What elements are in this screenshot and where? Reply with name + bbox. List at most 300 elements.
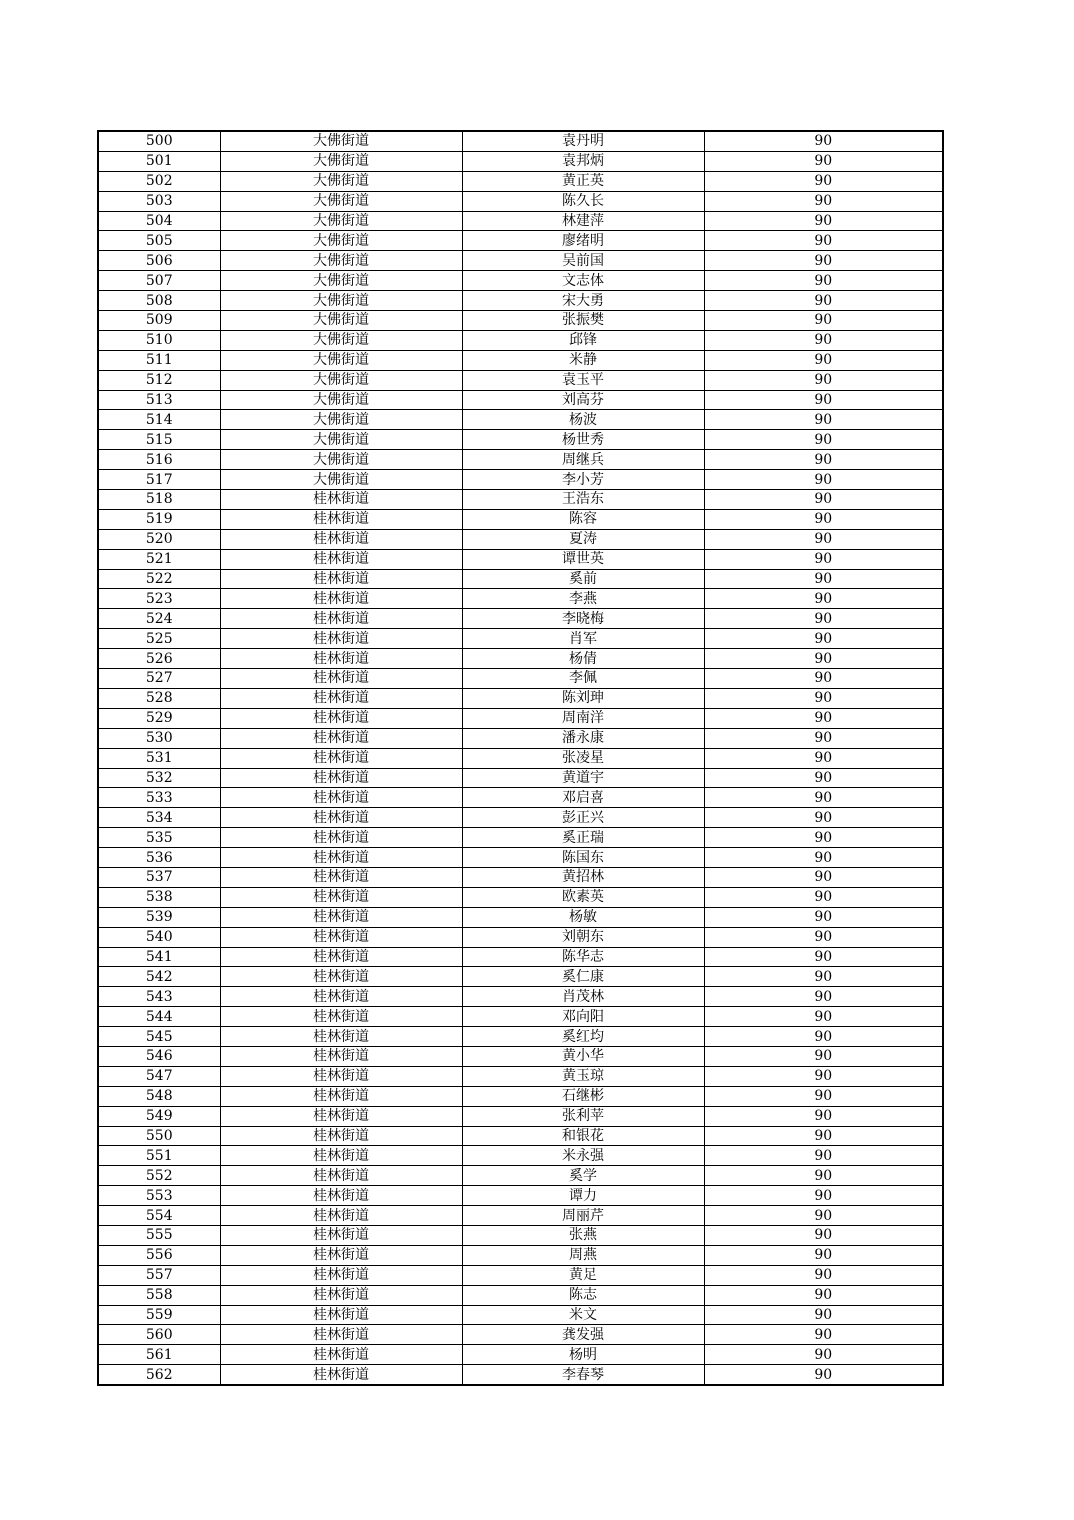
name-cell: 谭世英 bbox=[462, 549, 704, 569]
table-row bbox=[99, 529, 942, 549]
score-cell: 90 bbox=[704, 350, 942, 370]
table-row bbox=[99, 311, 942, 331]
score-cell: 90 bbox=[704, 788, 942, 808]
street-cell: 大佛街道 bbox=[220, 410, 462, 430]
street-cell: 大佛街道 bbox=[220, 191, 462, 211]
row-number-cell: 535 bbox=[99, 828, 220, 848]
name-cell: 龚发强 bbox=[462, 1325, 704, 1345]
row-number-cell: 560 bbox=[99, 1325, 220, 1345]
table-row bbox=[99, 231, 942, 251]
score-cell: 90 bbox=[704, 1285, 942, 1305]
row-number-cell: 526 bbox=[99, 649, 220, 669]
street-cell: 桂林街道 bbox=[220, 848, 462, 868]
table-row bbox=[99, 430, 942, 450]
score-cell: 90 bbox=[704, 848, 942, 868]
table-row bbox=[99, 1285, 942, 1305]
name-cell: 米静 bbox=[462, 350, 704, 370]
row-number-cell: 558 bbox=[99, 1285, 220, 1305]
street-cell: 大佛街道 bbox=[220, 470, 462, 490]
table-row bbox=[99, 788, 942, 808]
street-cell: 桂林街道 bbox=[220, 867, 462, 887]
score-cell: 90 bbox=[704, 151, 942, 171]
score-cell: 90 bbox=[704, 1265, 942, 1285]
street-cell: 桂林街道 bbox=[220, 1146, 462, 1166]
street-cell: 桂林街道 bbox=[220, 947, 462, 967]
score-cell: 90 bbox=[704, 987, 942, 1007]
name-cell: 欧素英 bbox=[462, 887, 704, 907]
name-cell: 陈国东 bbox=[462, 848, 704, 868]
street-cell: 桂林街道 bbox=[220, 1106, 462, 1126]
score-cell: 90 bbox=[704, 589, 942, 609]
street-cell: 桂林街道 bbox=[220, 589, 462, 609]
score-cell: 90 bbox=[704, 808, 942, 828]
score-cell: 90 bbox=[704, 688, 942, 708]
table-row bbox=[99, 191, 942, 211]
row-number-cell: 503 bbox=[99, 191, 220, 211]
row-number-cell: 519 bbox=[99, 509, 220, 529]
name-cell: 周丽芹 bbox=[462, 1206, 704, 1226]
row-number-cell: 506 bbox=[99, 251, 220, 271]
name-cell: 奚前 bbox=[462, 569, 704, 589]
street-cell: 桂林街道 bbox=[220, 987, 462, 1007]
table-row bbox=[99, 509, 942, 529]
score-cell: 90 bbox=[704, 330, 942, 350]
score-cell: 90 bbox=[704, 171, 942, 191]
row-number-cell: 505 bbox=[99, 231, 220, 251]
score-cell: 90 bbox=[704, 629, 942, 649]
street-cell: 桂林街道 bbox=[220, 927, 462, 947]
table-row bbox=[99, 330, 942, 350]
score-cell: 90 bbox=[704, 1245, 942, 1265]
name-cell: 张利苹 bbox=[462, 1106, 704, 1126]
street-cell: 大佛街道 bbox=[220, 171, 462, 191]
row-number-cell: 507 bbox=[99, 271, 220, 291]
score-cell: 90 bbox=[704, 1325, 942, 1345]
score-cell: 90 bbox=[704, 728, 942, 748]
street-cell: 大佛街道 bbox=[220, 450, 462, 470]
row-number-cell: 533 bbox=[99, 788, 220, 808]
name-cell: 林建萍 bbox=[462, 211, 704, 231]
row-number-cell: 545 bbox=[99, 1027, 220, 1047]
table-row bbox=[99, 1365, 942, 1384]
row-number-cell: 530 bbox=[99, 728, 220, 748]
name-cell: 黄足 bbox=[462, 1265, 704, 1285]
row-number-cell: 514 bbox=[99, 410, 220, 430]
row-number-cell: 541 bbox=[99, 947, 220, 967]
score-cell: 90 bbox=[704, 1146, 942, 1166]
data-table bbox=[99, 132, 942, 1384]
row-number-cell: 512 bbox=[99, 370, 220, 390]
name-cell: 李燕 bbox=[462, 589, 704, 609]
score-cell: 90 bbox=[704, 529, 942, 549]
street-cell: 桂林街道 bbox=[220, 688, 462, 708]
score-cell: 90 bbox=[704, 1027, 942, 1047]
table-row bbox=[99, 887, 942, 907]
score-cell: 90 bbox=[704, 132, 942, 151]
score-cell: 90 bbox=[704, 211, 942, 231]
table-row bbox=[99, 1066, 942, 1086]
score-cell: 90 bbox=[704, 1007, 942, 1027]
name-cell: 陈久长 bbox=[462, 191, 704, 211]
table-row bbox=[99, 609, 942, 629]
row-number-cell: 561 bbox=[99, 1345, 220, 1365]
name-cell: 黄小华 bbox=[462, 1046, 704, 1066]
name-cell: 奚红均 bbox=[462, 1027, 704, 1047]
name-cell: 李佩 bbox=[462, 669, 704, 689]
row-number-cell: 520 bbox=[99, 529, 220, 549]
table-row bbox=[99, 728, 942, 748]
street-cell: 桂林街道 bbox=[220, 788, 462, 808]
score-cell: 90 bbox=[704, 470, 942, 490]
table-row bbox=[99, 967, 942, 987]
name-cell: 李晓梅 bbox=[462, 609, 704, 629]
name-cell: 奚正瑞 bbox=[462, 828, 704, 848]
table-row bbox=[99, 1186, 942, 1206]
score-cell: 90 bbox=[704, 490, 942, 510]
table-row bbox=[99, 867, 942, 887]
table-body bbox=[99, 132, 942, 1384]
score-cell: 90 bbox=[704, 231, 942, 251]
score-cell: 90 bbox=[704, 549, 942, 569]
name-cell: 周燕 bbox=[462, 1245, 704, 1265]
name-cell: 王浩东 bbox=[462, 490, 704, 510]
street-cell: 桂林街道 bbox=[220, 490, 462, 510]
score-cell: 90 bbox=[704, 509, 942, 529]
row-number-cell: 518 bbox=[99, 490, 220, 510]
row-number-cell: 557 bbox=[99, 1265, 220, 1285]
table-row bbox=[99, 350, 942, 370]
table-row bbox=[99, 569, 942, 589]
table-row bbox=[99, 828, 942, 848]
street-cell: 桂林街道 bbox=[220, 1066, 462, 1086]
street-cell: 大佛街道 bbox=[220, 390, 462, 410]
row-number-cell: 550 bbox=[99, 1126, 220, 1146]
table-row bbox=[99, 470, 942, 490]
table-row bbox=[99, 271, 942, 291]
street-cell: 桂林街道 bbox=[220, 569, 462, 589]
score-cell: 90 bbox=[704, 867, 942, 887]
row-number-cell: 538 bbox=[99, 887, 220, 907]
table-row bbox=[99, 171, 942, 191]
row-number-cell: 548 bbox=[99, 1086, 220, 1106]
street-cell: 桂林街道 bbox=[220, 768, 462, 788]
name-cell: 黄正英 bbox=[462, 171, 704, 191]
street-cell: 桂林街道 bbox=[220, 828, 462, 848]
table-row bbox=[99, 549, 942, 569]
street-cell: 桂林街道 bbox=[220, 887, 462, 907]
score-cell: 90 bbox=[704, 370, 942, 390]
name-cell: 张凌星 bbox=[462, 748, 704, 768]
data-table-frame bbox=[97, 130, 944, 1386]
row-number-cell: 523 bbox=[99, 589, 220, 609]
name-cell: 袁玉平 bbox=[462, 370, 704, 390]
street-cell: 桂林街道 bbox=[220, 728, 462, 748]
name-cell: 陈刘珅 bbox=[462, 688, 704, 708]
row-number-cell: 553 bbox=[99, 1186, 220, 1206]
score-cell: 90 bbox=[704, 708, 942, 728]
table-row bbox=[99, 1027, 942, 1047]
name-cell: 杨波 bbox=[462, 410, 704, 430]
street-cell: 桂林街道 bbox=[220, 1166, 462, 1186]
street-cell: 桂林街道 bbox=[220, 549, 462, 569]
row-number-cell: 500 bbox=[99, 132, 220, 151]
street-cell: 大佛街道 bbox=[220, 350, 462, 370]
street-cell: 大佛街道 bbox=[220, 251, 462, 271]
row-number-cell: 501 bbox=[99, 151, 220, 171]
score-cell: 90 bbox=[704, 947, 942, 967]
score-cell: 90 bbox=[704, 271, 942, 291]
street-cell: 桂林街道 bbox=[220, 1007, 462, 1027]
score-cell: 90 bbox=[704, 1166, 942, 1186]
score-cell: 90 bbox=[704, 609, 942, 629]
name-cell: 邓启喜 bbox=[462, 788, 704, 808]
table-row bbox=[99, 688, 942, 708]
score-cell: 90 bbox=[704, 1186, 942, 1206]
street-cell: 桂林街道 bbox=[220, 748, 462, 768]
score-cell: 90 bbox=[704, 887, 942, 907]
row-number-cell: 529 bbox=[99, 708, 220, 728]
score-cell: 90 bbox=[704, 1345, 942, 1365]
table-row bbox=[99, 649, 942, 669]
row-number-cell: 502 bbox=[99, 171, 220, 191]
score-cell: 90 bbox=[704, 251, 942, 271]
row-number-cell: 556 bbox=[99, 1245, 220, 1265]
name-cell: 文志体 bbox=[462, 271, 704, 291]
street-cell: 桂林街道 bbox=[220, 1325, 462, 1345]
score-cell: 90 bbox=[704, 430, 942, 450]
row-number-cell: 524 bbox=[99, 609, 220, 629]
street-cell: 桂林街道 bbox=[220, 629, 462, 649]
name-cell: 李小芳 bbox=[462, 470, 704, 490]
score-cell: 90 bbox=[704, 1225, 942, 1245]
table-row bbox=[99, 1146, 942, 1166]
row-number-cell: 516 bbox=[99, 450, 220, 470]
table-row bbox=[99, 490, 942, 510]
name-cell: 周南洋 bbox=[462, 708, 704, 728]
table-row bbox=[99, 1325, 942, 1345]
row-number-cell: 515 bbox=[99, 430, 220, 450]
name-cell: 奚仁康 bbox=[462, 967, 704, 987]
street-cell: 桂林街道 bbox=[220, 1365, 462, 1384]
row-number-cell: 549 bbox=[99, 1106, 220, 1126]
score-cell: 90 bbox=[704, 768, 942, 788]
row-number-cell: 521 bbox=[99, 549, 220, 569]
row-number-cell: 540 bbox=[99, 927, 220, 947]
street-cell: 大佛街道 bbox=[220, 151, 462, 171]
table-row bbox=[99, 708, 942, 728]
table-row bbox=[99, 132, 942, 151]
score-cell: 90 bbox=[704, 1305, 942, 1325]
table-row bbox=[99, 907, 942, 927]
score-cell: 90 bbox=[704, 927, 942, 947]
score-cell: 90 bbox=[704, 291, 942, 311]
score-cell: 90 bbox=[704, 669, 942, 689]
row-number-cell: 522 bbox=[99, 569, 220, 589]
name-cell: 杨世秀 bbox=[462, 430, 704, 450]
table-row bbox=[99, 1086, 942, 1106]
table-row bbox=[99, 251, 942, 271]
table-row bbox=[99, 410, 942, 430]
name-cell: 周继兵 bbox=[462, 450, 704, 470]
table-row bbox=[99, 1345, 942, 1365]
row-number-cell: 528 bbox=[99, 688, 220, 708]
row-number-cell: 508 bbox=[99, 291, 220, 311]
name-cell: 陈华志 bbox=[462, 947, 704, 967]
name-cell: 吴前国 bbox=[462, 251, 704, 271]
score-cell: 90 bbox=[704, 450, 942, 470]
table-row bbox=[99, 1046, 942, 1066]
street-cell: 大佛街道 bbox=[220, 231, 462, 251]
row-number-cell: 534 bbox=[99, 808, 220, 828]
table-row bbox=[99, 390, 942, 410]
name-cell: 邱锋 bbox=[462, 330, 704, 350]
row-number-cell: 510 bbox=[99, 330, 220, 350]
row-number-cell: 537 bbox=[99, 867, 220, 887]
score-cell: 90 bbox=[704, 1126, 942, 1146]
name-cell: 和银花 bbox=[462, 1126, 704, 1146]
name-cell: 潘永康 bbox=[462, 728, 704, 748]
name-cell: 米文 bbox=[462, 1305, 704, 1325]
street-cell: 桂林街道 bbox=[220, 1245, 462, 1265]
score-cell: 90 bbox=[704, 1066, 942, 1086]
row-number-cell: 536 bbox=[99, 848, 220, 868]
name-cell: 袁丹明 bbox=[462, 132, 704, 151]
row-number-cell: 555 bbox=[99, 1225, 220, 1245]
street-cell: 桂林街道 bbox=[220, 529, 462, 549]
street-cell: 桂林街道 bbox=[220, 1206, 462, 1226]
street-cell: 桂林街道 bbox=[220, 1046, 462, 1066]
row-number-cell: 552 bbox=[99, 1166, 220, 1186]
table-row bbox=[99, 927, 942, 947]
table-row bbox=[99, 211, 942, 231]
score-cell: 90 bbox=[704, 1086, 942, 1106]
name-cell: 黄招林 bbox=[462, 867, 704, 887]
table-row bbox=[99, 1305, 942, 1325]
name-cell: 谭力 bbox=[462, 1186, 704, 1206]
score-cell: 90 bbox=[704, 311, 942, 331]
row-number-cell: 543 bbox=[99, 987, 220, 1007]
row-number-cell: 513 bbox=[99, 390, 220, 410]
table-row bbox=[99, 947, 942, 967]
name-cell: 奚学 bbox=[462, 1166, 704, 1186]
name-cell: 邓向阳 bbox=[462, 1007, 704, 1027]
table-row bbox=[99, 848, 942, 868]
table-row bbox=[99, 1106, 942, 1126]
street-cell: 大佛街道 bbox=[220, 291, 462, 311]
name-cell: 陈容 bbox=[462, 509, 704, 529]
row-number-cell: 509 bbox=[99, 311, 220, 331]
table-row bbox=[99, 450, 942, 470]
table-row bbox=[99, 291, 942, 311]
name-cell: 李春琴 bbox=[462, 1365, 704, 1384]
table-row bbox=[99, 1225, 942, 1245]
table-row bbox=[99, 370, 942, 390]
name-cell: 刘朝东 bbox=[462, 927, 704, 947]
street-cell: 大佛街道 bbox=[220, 370, 462, 390]
table-row bbox=[99, 1007, 942, 1027]
name-cell: 廖绪明 bbox=[462, 231, 704, 251]
row-number-cell: 532 bbox=[99, 768, 220, 788]
street-cell: 桂林街道 bbox=[220, 808, 462, 828]
street-cell: 大佛街道 bbox=[220, 132, 462, 151]
row-number-cell: 539 bbox=[99, 907, 220, 927]
score-cell: 90 bbox=[814, 1366, 833, 1383]
name-cell: 彭正兴 bbox=[462, 808, 704, 828]
street-cell: 大佛街道 bbox=[220, 211, 462, 231]
score-cell: 90 bbox=[704, 907, 942, 927]
street-cell: 桂林街道 bbox=[220, 907, 462, 927]
street-cell: 桂林街道 bbox=[220, 609, 462, 629]
name-cell: 陈志 bbox=[462, 1285, 704, 1305]
name-cell: 石继彬 bbox=[462, 1086, 704, 1106]
row-number-cell: 551 bbox=[99, 1146, 220, 1166]
street-cell: 桂林街道 bbox=[220, 1186, 462, 1206]
score-cell: 90 bbox=[704, 390, 942, 410]
score-cell: 90 bbox=[704, 410, 942, 430]
score-cell: 90 bbox=[704, 748, 942, 768]
street-cell: 桂林街道 bbox=[220, 1305, 462, 1325]
name-cell: 黄道宇 bbox=[462, 768, 704, 788]
name-cell: 宋大勇 bbox=[462, 291, 704, 311]
table-row bbox=[99, 1245, 942, 1265]
street-cell: 大佛街道 bbox=[220, 311, 462, 331]
score-cell: 90 bbox=[704, 1206, 942, 1226]
table-row bbox=[99, 1166, 942, 1186]
street-cell: 桂林街道 bbox=[220, 1225, 462, 1245]
street-cell: 桂林街道 bbox=[220, 1027, 462, 1047]
score-cell: 90 bbox=[704, 569, 942, 589]
row-number-cell: 559 bbox=[99, 1305, 220, 1325]
street-cell: 桂林街道 bbox=[220, 649, 462, 669]
name-cell: 张振樊 bbox=[462, 311, 704, 331]
row-number-cell: 511 bbox=[99, 350, 220, 370]
table-row bbox=[99, 1265, 942, 1285]
row-number-cell: 527 bbox=[99, 669, 220, 689]
row-number-cell: 546 bbox=[99, 1046, 220, 1066]
row-number-cell: 547 bbox=[99, 1066, 220, 1086]
name-cell: 张燕 bbox=[462, 1225, 704, 1245]
row-number-cell: 517 bbox=[99, 470, 220, 490]
street-cell: 大佛街道 bbox=[220, 271, 462, 291]
street-cell: 桂林街道 bbox=[220, 1086, 462, 1106]
name-cell: 米永强 bbox=[462, 1146, 704, 1166]
row-number-cell: 554 bbox=[99, 1206, 220, 1226]
score-cell: 90 bbox=[704, 1106, 942, 1126]
table-row bbox=[99, 669, 942, 689]
street-cell: 桂林街道 bbox=[220, 1285, 462, 1305]
row-number-cell: 562 bbox=[99, 1365, 220, 1384]
street-cell: 大佛街道 bbox=[220, 430, 462, 450]
row-number-cell: 525 bbox=[99, 629, 220, 649]
street-cell: 桂林街道 bbox=[220, 669, 462, 689]
name-cell: 肖茂林 bbox=[462, 987, 704, 1007]
table-row bbox=[99, 748, 942, 768]
name-cell: 杨倩 bbox=[462, 649, 704, 669]
street-cell: 桂林街道 bbox=[220, 1126, 462, 1146]
street-cell: 桂林街道 bbox=[220, 1345, 462, 1365]
score-cell: 90 bbox=[704, 649, 942, 669]
row-number-cell: 504 bbox=[99, 211, 220, 231]
table-row bbox=[99, 1206, 942, 1226]
table-row bbox=[99, 987, 942, 1007]
street-cell: 桂林街道 bbox=[220, 509, 462, 529]
name-cell: 刘高芬 bbox=[462, 390, 704, 410]
name-cell: 夏涛 bbox=[462, 529, 704, 549]
row-number-cell: 544 bbox=[99, 1007, 220, 1027]
table-row bbox=[99, 589, 942, 609]
table-row bbox=[99, 768, 942, 788]
name-cell: 袁邦炳 bbox=[462, 151, 704, 171]
